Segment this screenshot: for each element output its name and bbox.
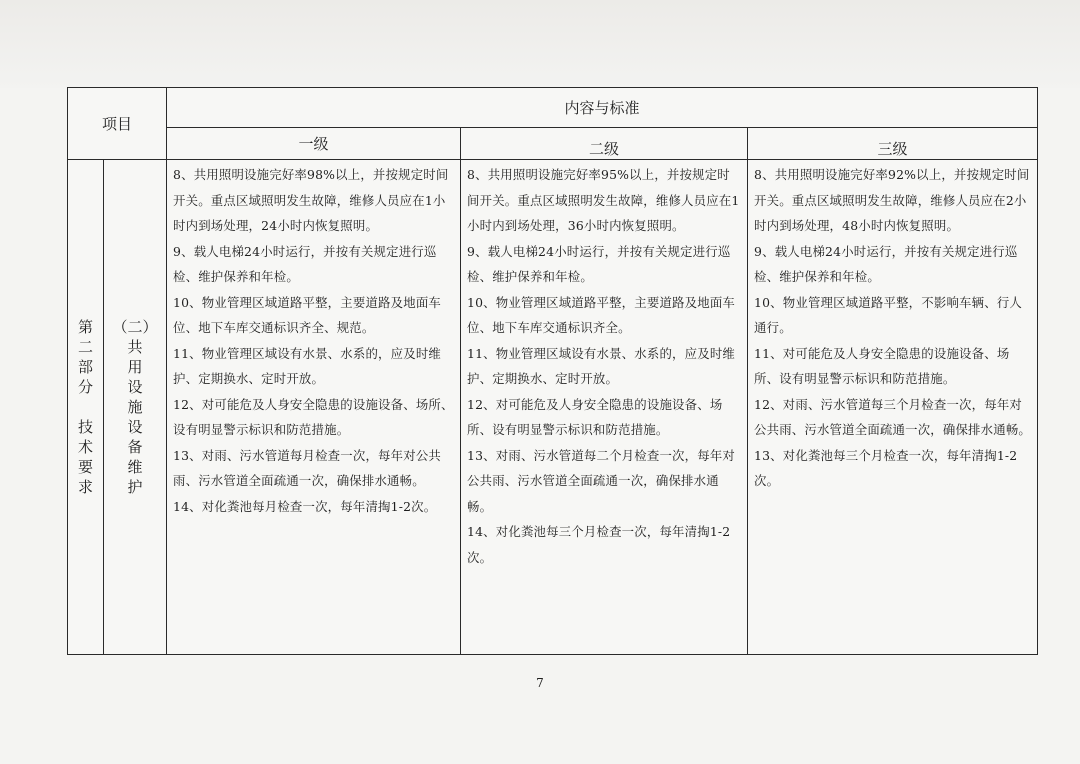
level-3-item: 12、对雨、污水管道每三个月检查一次，每年对公共雨、污水管道全面疏通一次，确保排水通畅。 — [754, 396, 1032, 437]
page-number: 7 — [536, 676, 544, 690]
section-char: 二 — [77, 338, 93, 356]
header-content: 内容与标准 — [167, 88, 1038, 128]
level-2-item: 10、物业管理区域道路平整，主要道路及地面车位、地下车库交通标识齐全。 — [467, 294, 735, 335]
subsection-char: （二） — [112, 318, 158, 336]
section-char: 分 — [77, 378, 93, 396]
level-3-item: 9、载人电梯24小时运行，并按有关规定进行巡检、维护保养和年检。 — [754, 243, 1018, 284]
level-2-item: 13、对雨、污水管道每二个月检查一次，每年对公共雨、污水管道全面疏通一次，确保排水通畅。 — [467, 447, 735, 514]
subsection-label — [104, 160, 167, 655]
header-item: 项目 — [68, 88, 167, 160]
level-1-item: 13、对雨、污水管道每月检查一次，每年对公共雨、污水管道全面疏通一次，确保排水通畅。 — [173, 447, 441, 488]
subsection-char: 备 — [127, 438, 143, 456]
subsection-char: 维 — [127, 458, 143, 476]
level-1-header: 一级 — [167, 128, 461, 160]
subsection-char: 设 — [127, 418, 143, 436]
subsection-char: 用 — [127, 358, 143, 376]
level-1-item: 9、载人电梯24小时运行，并按有关规定进行巡检、维护保养和年检。 — [173, 243, 437, 284]
subsection-char: 施 — [127, 398, 143, 416]
level-2-item: 11、物业管理区域设有水景、水系的，应及时维护、定期换水、定时开放。 — [467, 345, 735, 386]
level-1-item: 11、物业管理区域设有水景、水系的，应及时维护、定期换水、定时开放。 — [173, 345, 441, 386]
level-1-item: 12、对可能危及人身安全隐患的设施设备、场所、设有明显警示标识和防范措施。 — [173, 396, 454, 437]
standards-table — [67, 87, 1038, 655]
level-2-item: 9、载人电梯24小时运行，并按有关规定进行巡检、维护保养和年检。 — [467, 243, 731, 284]
subsection-char: 护 — [127, 478, 143, 496]
level-2-header: 二级 — [461, 128, 748, 160]
level-2-item: 12、对可能危及人身安全隐患的设施设备、场所、设有明显警示标识和防范措施。 — [467, 396, 723, 437]
level-1-item: 14、对化粪池每月检查一次，每年清掏1-2次。 — [173, 498, 437, 514]
section-char: 术 — [77, 438, 93, 456]
level-1-item: 10、物业管理区域道路平整，主要道路及地面车位、地下车库交通标识齐全、规范。 — [173, 294, 441, 335]
level-1-content — [167, 160, 461, 655]
section-label — [68, 160, 104, 655]
level-2-content — [461, 160, 748, 655]
level-3-item: 10、物业管理区域道路平整，不影响车辆、行人通行。 — [754, 294, 1022, 335]
level-1-item: 8、共用照明设施完好率98%以上，并按规定时间开关。重点区域照明发生故障，维修人员应在1小时内到场处理，24小时内恢复照明。 — [173, 167, 449, 233]
level-2-item: 14、对化粪池每三个月检查一次，每年清掏1-2次。 — [467, 524, 731, 565]
subsection-char: 设 — [127, 378, 143, 396]
level-3-item: 8、共用照明设施完好率92%以上，并按规定时间开关。重点区域照明发生故障，维修人员应在2小时内到场处理，48小时内恢复照明。 — [754, 167, 1030, 233]
section-char: 要 — [77, 458, 93, 476]
level-2-item: 8、共用照明设施完好率95%以上，并按规定时间开关。重点区域照明发生故障，维修人员应在1小时内到场处理，36小时内恢复照明。 — [467, 167, 740, 233]
section-char: 技 — [77, 418, 93, 436]
section-char: 求 — [77, 478, 93, 496]
level-3-header: 三级 — [748, 128, 1038, 160]
subsection-char: 共 — [127, 338, 143, 356]
section-char: 部 — [77, 358, 93, 376]
section-gap — [68, 397, 103, 417]
level-3-item: 11、对可能危及人身安全隐患的设施设备、场所、设有明显警示标识和防范措施。 — [754, 345, 1010, 386]
section-char: 第 — [77, 318, 93, 336]
level-3-item: 13、对化粪池每三个月检查一次，每年清掏1-2次。 — [754, 447, 1018, 488]
level-3-content — [748, 160, 1038, 655]
